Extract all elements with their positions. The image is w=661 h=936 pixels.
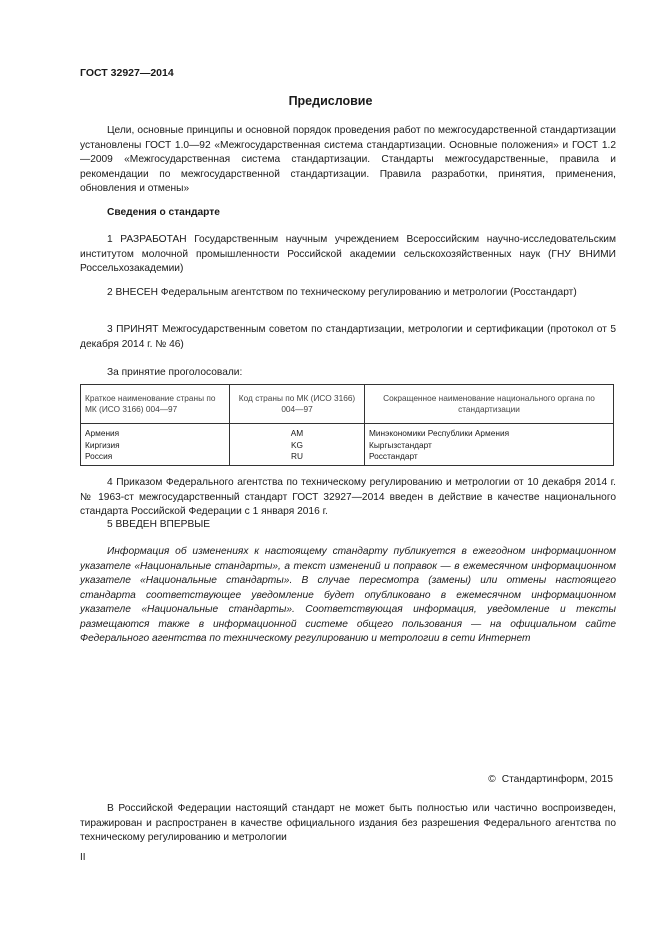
header-national-body: Сокращенное наименование национального органа по стандартизации	[365, 385, 614, 424]
item-1-paragraph: 1 РАЗРАБОТАН Государственным научным учреждением Всероссийским научно-исследовательским институтом молочной промышленности Российской академии сельскохозяйственных наук (ГНУ ВНИМИ Россельхозакадемии)	[80, 234, 616, 274]
standard-designation: ГОСТ 32927—2014	[80, 67, 174, 79]
item-3-paragraph: 3 ПРИНЯТ Межгосударственным советом по стандартизации, метрологии и сертификации (протокол от 5 декабря 2014 г. № 46)	[80, 324, 616, 350]
cell-body: Росстандарт	[365, 451, 614, 465]
header-country-code: Код страны по МК (ИСО 3166) 004—97	[230, 385, 365, 424]
item-5-paragraph: 5 ВВЕДЕН ВПЕРВЫЕ	[107, 519, 211, 530]
notice-paragraph: Информация об изменениях к настоящему стандарту публикуется в ежегодном информационном указателе «Национальные стандарты», а текст изменений и поправок — в ежемесячном информационном указателе «Национальные стандарты». В случае пересмотра (замены) или отмены настоящего стандарта соответствующее уведомление будет опубликовано в ежемесячном информационном указателе «Национальные стандарты». Соответствующая информация, уведомление и тексты размещаются также в информационной системе общего пользования — на официальном сайте Федерального агентства по техническому регулированию и метрологии в сети Интернет	[80, 546, 616, 644]
voting-table	[80, 384, 614, 466]
copyright-symbol: ©	[488, 774, 496, 785]
table-row	[81, 451, 614, 465]
cell-body: Минэкономики Республики Армения	[365, 424, 614, 440]
cell-code: KG	[230, 440, 365, 452]
info-heading: Сведения о стандарте	[107, 207, 220, 218]
item-2-paragraph: 2 ВНЕСЕН Федеральным агентством по техническому регулированию и метрологии (Росстандарт)	[107, 287, 577, 298]
table-row	[81, 424, 614, 440]
header-country-name: Краткое наименование страны по МК (ИСО 3166) 004—97	[81, 385, 230, 424]
voted-label: За принятие проголосовали:	[107, 367, 243, 378]
table-row	[81, 440, 614, 452]
item-4-paragraph: 4 Приказом Федерального агентства по техническому регулированию и метрологии от 10 декабря 2014 г. № 1963-ст межгосударственный стандарт ГОСТ 32927—2014 введен в действие в качестве национального стандарта Российской Федерации с 1 января 2016 г.	[80, 477, 616, 517]
legal-paragraph: В Российской Федерации настоящий стандарт не может быть полностью или частично воспроизведен, тиражирован и распространен в качестве официального издания без разрешения Федерального агентства по техническому регулированию и метрологии	[80, 803, 616, 843]
intro-paragraph: Цели, основные принципы и основной порядок проведения работ по межгосударственной стандартизации установлены ГОСТ 1.0—92 «Межгосударственная система стандартизации. Основные положения» и ГОСТ 1.2—2009 «Межгосударственная система стандартизации. Стандарты межгосударственные, правила и рекомендации по межгосударственной стандартизации. Правила разработки, принятия, применения, обновления и отмены»	[80, 125, 616, 194]
cell-body: Кыргызстандарт	[365, 440, 614, 452]
cell-country: Армения	[81, 424, 230, 440]
page-number: II	[80, 852, 86, 863]
cell-code: RU	[230, 451, 365, 465]
copyright-text: Стандартинформ, 2015	[501, 774, 613, 785]
copyright-line	[488, 774, 613, 785]
table-header-row	[81, 385, 614, 424]
page-title: Предисловие	[288, 94, 373, 108]
cell-country: Киргизия	[81, 440, 230, 452]
cell-code: AM	[230, 424, 365, 440]
cell-country: Россия	[81, 451, 230, 465]
